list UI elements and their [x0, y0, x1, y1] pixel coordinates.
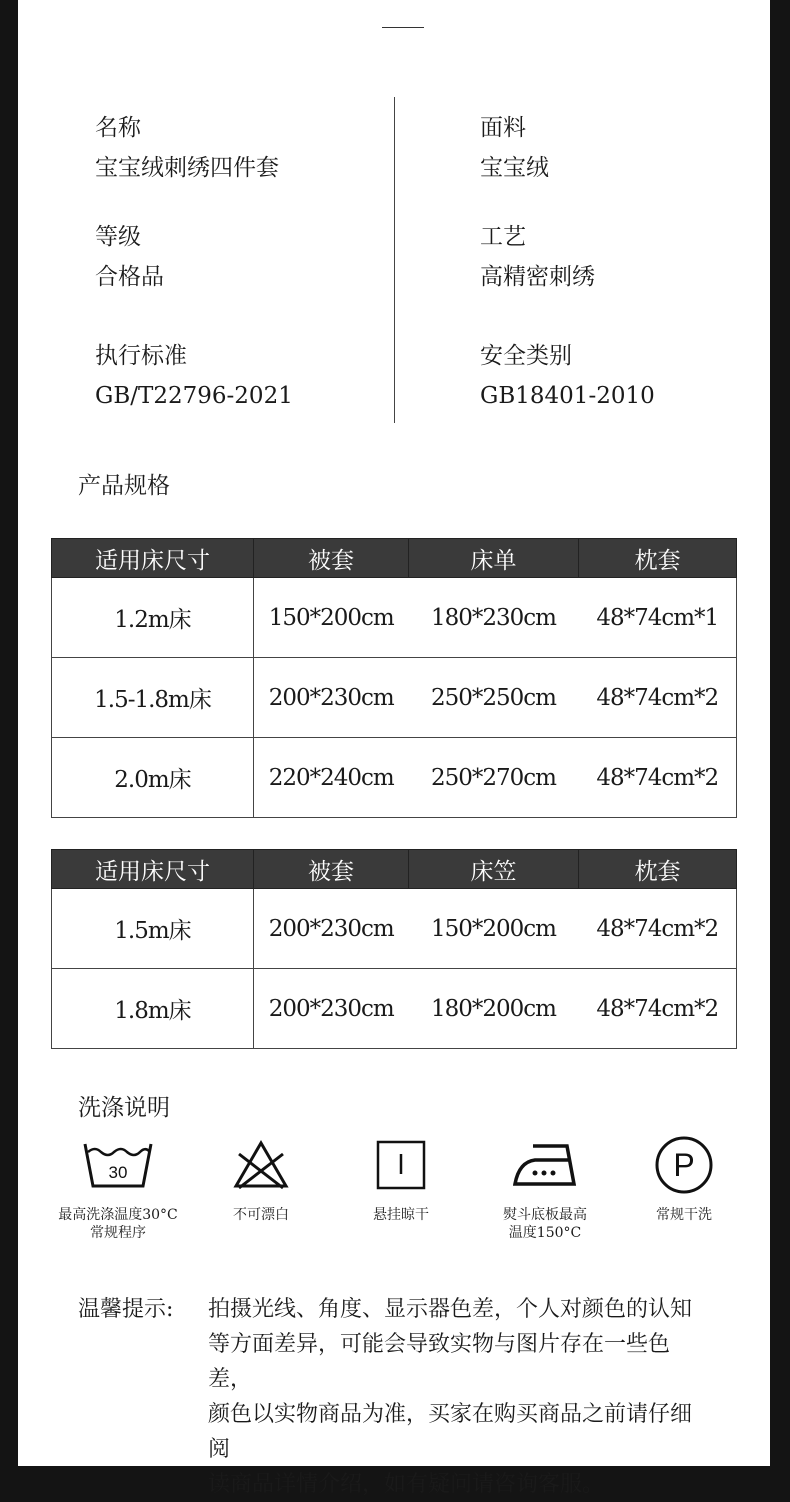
attr-value: 高精密刺绣	[480, 264, 595, 290]
wash-item	[336, 1130, 466, 1224]
table-row	[52, 658, 737, 738]
wash-item	[53, 1130, 183, 1242]
table-cell: 2.0m床	[52, 738, 254, 818]
wash-30-icon	[82, 1140, 154, 1190]
reminder-line: 颜色以实物商品为准，买家在购买商品之前请仔细阅	[208, 1402, 693, 1462]
table-row	[52, 969, 737, 1049]
table-header: 枕套	[579, 850, 737, 889]
table-cell: 48*74cm*2	[579, 889, 737, 969]
table-cell: 220*240cm	[254, 738, 409, 818]
attr-value: GB/T22796-2021	[95, 383, 293, 409]
table-cell: 1.5-1.8m床	[52, 658, 254, 738]
table-cell: 1.2m床	[52, 578, 254, 658]
table-header: 床单	[409, 539, 579, 578]
table-cell: 150*200cm	[409, 889, 579, 969]
attr-fabric	[480, 114, 549, 182]
attr-value: GB18401-2010	[480, 383, 655, 409]
table-cell: 48*74cm*2	[579, 658, 737, 738]
table-cell: 48*74cm*2	[579, 969, 737, 1049]
wash-temp-label: 30	[108, 1163, 128, 1182]
table-cell: 48*74cm*2	[579, 738, 737, 818]
attr-value: 合格品	[95, 264, 164, 290]
wash-title: 洗涤说明	[78, 1095, 170, 1121]
attr-grade	[95, 223, 164, 291]
reminder-line: 等方面差异，可能会导致实物与图片存在一些色差，	[208, 1332, 671, 1392]
wash-label: 不可漂白	[233, 1207, 289, 1223]
iron-150-icon	[513, 1142, 577, 1188]
table-cell: 150*200cm	[254, 578, 409, 658]
reminder-heading: 温馨提示:	[78, 1297, 174, 1322]
spec-title: 产品规格	[78, 473, 170, 499]
table-cell: 180*200cm	[409, 969, 579, 1049]
attr-key: 面料	[480, 115, 526, 141]
hang-dry-icon	[376, 1140, 426, 1190]
attr-value: 宝宝绒	[480, 155, 549, 181]
table-row	[52, 578, 737, 658]
table-row	[52, 889, 737, 969]
attr-craft	[480, 223, 595, 291]
attr-column-divider	[394, 97, 395, 423]
dry-clean-p-icon	[654, 1135, 714, 1195]
table-cell: 1.5m床	[52, 889, 254, 969]
table-cell: 250*250cm	[409, 658, 579, 738]
wash-item	[480, 1130, 610, 1242]
product-detail-page	[18, 0, 770, 1497]
attr-key: 名称	[95, 115, 141, 141]
wash-label: 熨斗底板最高 温度150°C	[503, 1207, 587, 1241]
top-divider	[382, 27, 424, 28]
attr-key: 执行标准	[95, 343, 187, 369]
no-bleach-icon	[233, 1140, 289, 1190]
table-header: 适用床尺寸	[52, 850, 254, 889]
attr-key: 工艺	[480, 224, 526, 250]
wash-item	[196, 1130, 326, 1224]
wash-label: 常规干洗	[656, 1207, 712, 1223]
table-row	[52, 738, 737, 818]
table-cell: 1.8m床	[52, 969, 254, 1049]
table-cell: 250*270cm	[409, 738, 579, 818]
table-cell: 48*74cm*1	[579, 578, 737, 658]
attr-key: 安全类别	[480, 343, 572, 369]
attr-value: 宝宝绒刺绣四件套	[95, 155, 279, 181]
reminder-line: 读商品详情介绍，如有疑问请咨询客服。	[208, 1472, 605, 1497]
table-cell: 180*230cm	[409, 578, 579, 658]
wash-label: 最高洗涤温度30°C 常规程序	[58, 1207, 178, 1241]
attr-safety	[480, 342, 655, 410]
table-header: 枕套	[579, 539, 737, 578]
table-header: 适用床尺寸	[52, 539, 254, 578]
attr-name	[95, 114, 279, 182]
table-header: 被套	[254, 850, 409, 889]
wash-label: 悬挂晾干	[373, 1207, 429, 1223]
wash-item	[619, 1130, 749, 1224]
attr-standard	[95, 342, 293, 410]
dry-clean-letter: P	[673, 1147, 695, 1183]
table-cell: 200*230cm	[254, 889, 409, 969]
reminder-line: 拍摄光线、角度、显示器色差，个人对颜色的认知	[208, 1297, 693, 1322]
table-cell: 200*230cm	[254, 658, 409, 738]
attr-key: 等级	[95, 224, 141, 250]
spec-table-1	[51, 538, 737, 818]
table-cell: 200*230cm	[254, 969, 409, 1049]
reminder-body	[208, 1292, 708, 1502]
table-header: 被套	[254, 539, 409, 578]
table-header: 床笠	[409, 850, 579, 889]
spec-table-2	[51, 849, 737, 1049]
